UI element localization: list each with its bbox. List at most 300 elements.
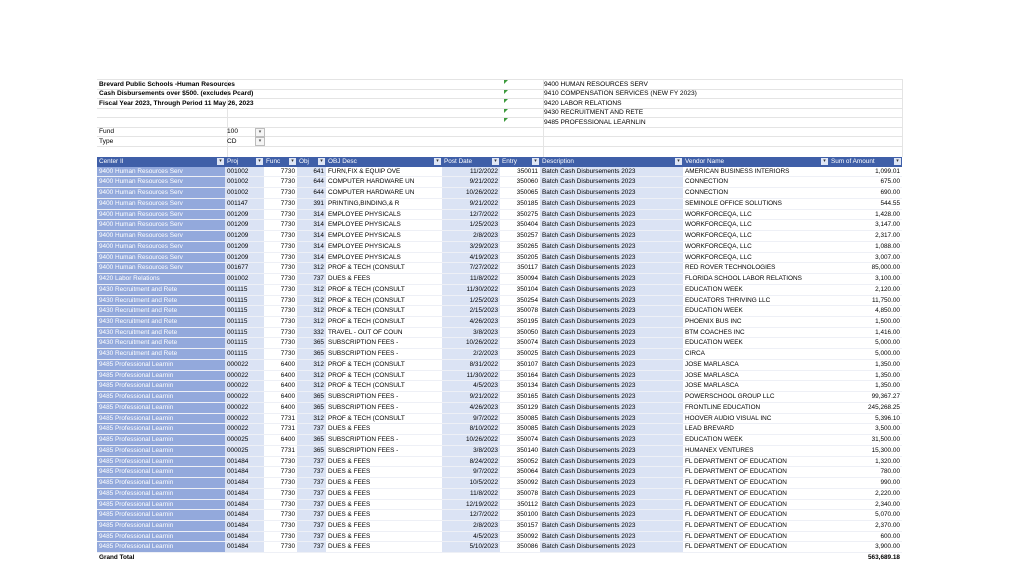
cell-post-date[interactable]: 2/2/2023 <box>442 349 500 360</box>
cell-vendor[interactable]: FRONTLINE EDUCATION <box>683 402 829 413</box>
cell-entry[interactable]: 350025 <box>500 349 540 360</box>
cell-post-date[interactable]: 10/26/2022 <box>442 188 500 199</box>
cell-proj[interactable]: 001002 <box>225 274 264 285</box>
col-header-post-date[interactable]: Post Date ▾ <box>442 157 500 167</box>
table-row[interactable] <box>97 274 902 285</box>
cell-entry[interactable]: 350117 <box>500 263 540 274</box>
cell-amount[interactable]: 31,500.00 <box>829 435 902 446</box>
col-header-func[interactable]: Func ▾ <box>264 157 297 167</box>
cell-obj-desc[interactable]: PROF & TECH (CONSULT <box>326 413 442 424</box>
cell-center[interactable]: 9485 Professional Learnin <box>97 435 225 446</box>
cell-center[interactable]: 9485 Professional Learnin <box>97 370 225 381</box>
cell-post-date[interactable]: 1/25/2023 <box>442 220 500 231</box>
cell-post-date[interactable]: 4/5/2023 <box>442 381 500 392</box>
cell-description[interactable]: Batch Cash Disbursements 2023 <box>540 274 683 285</box>
cell-entry[interactable]: 350078 <box>500 488 540 499</box>
cell-center[interactable]: 9430 Recruitment and Rete <box>97 327 225 338</box>
cell-proj[interactable]: 001002 <box>225 188 264 199</box>
cell-obj-desc[interactable]: DUES & FEES <box>326 499 442 510</box>
cell-amount[interactable]: 3,007.00 <box>829 252 902 263</box>
cell-amount[interactable]: 2,340.00 <box>829 499 902 510</box>
cell-obj-desc[interactable]: DUES & FEES <box>326 274 442 285</box>
cell-proj[interactable]: 001484 <box>225 542 264 553</box>
table-row[interactable] <box>97 510 902 521</box>
cell-post-date[interactable]: 11/2/2022 <box>442 167 500 177</box>
cell-post-date[interactable]: 3/29/2023 <box>442 241 500 252</box>
cell-obj-desc[interactable]: SUBSCRIPTION FEES - <box>326 392 442 403</box>
cell-center[interactable]: 9485 Professional Learnin <box>97 445 225 456</box>
cell-entry[interactable]: 350100 <box>500 510 540 521</box>
cell-amount[interactable]: 1,428.00 <box>829 209 902 220</box>
cell-obj-desc[interactable]: SUBSCRIPTION FEES - <box>326 338 442 349</box>
col-header-proj[interactable]: Proj ▾ <box>225 157 264 167</box>
cell-proj[interactable]: 001002 <box>225 167 264 177</box>
cell-func[interactable]: 7730 <box>264 295 297 306</box>
cell-entry[interactable]: 350050 <box>500 327 540 338</box>
cell-amount[interactable]: 2,120.00 <box>829 284 902 295</box>
cell-obj-desc[interactable]: DUES & FEES <box>326 488 442 499</box>
cell-center[interactable]: 9400 Human Resources Serv <box>97 177 225 188</box>
cell-post-date[interactable]: 4/26/2023 <box>442 317 500 328</box>
cell-vendor[interactable]: JOSE MARLASCA <box>683 381 829 392</box>
cell-description[interactable]: Batch Cash Disbursements 2023 <box>540 188 683 199</box>
cell-obj[interactable]: 641 <box>297 167 326 177</box>
cell-amount[interactable]: 675.00 <box>829 177 902 188</box>
cell-obj-desc[interactable]: EMPLOYEE PHYSICALS <box>326 241 442 252</box>
cell-obj-desc[interactable]: PROF & TECH (CONSULT <box>326 370 442 381</box>
cell-func[interactable]: 7730 <box>264 167 297 177</box>
cell-amount[interactable]: 5,000.00 <box>829 338 902 349</box>
cell-obj[interactable]: 737 <box>297 520 326 531</box>
cell-amount[interactable]: 1,500.00 <box>829 317 902 328</box>
cell-entry[interactable]: 350195 <box>500 317 540 328</box>
cell-description[interactable]: Batch Cash Disbursements 2023 <box>540 413 683 424</box>
cell-obj[interactable]: 365 <box>297 338 326 349</box>
cell-func[interactable]: 7730 <box>264 520 297 531</box>
cell-vendor[interactable]: PHOENIX BUS INC <box>683 317 829 328</box>
cell-proj[interactable]: 001484 <box>225 499 264 510</box>
cell-entry[interactable]: 350085 <box>500 424 540 435</box>
cell-proj[interactable]: 001115 <box>225 327 264 338</box>
cell-vendor[interactable]: POWERSCHOOL GROUP LLC <box>683 392 829 403</box>
cell-obj[interactable]: 737 <box>297 467 326 478</box>
cell-center[interactable]: 9485 Professional Learnin <box>97 510 225 521</box>
cell-obj-desc[interactable]: TRAVEL - OUT OF COUN <box>326 327 442 338</box>
col-header-description[interactable]: Description ▾ <box>540 157 683 167</box>
cell-vendor[interactable]: EDUCATION WEEK <box>683 435 829 446</box>
cell-func[interactable]: 7730 <box>264 317 297 328</box>
cell-description[interactable]: Batch Cash Disbursements 2023 <box>540 231 683 242</box>
cell-vendor[interactable]: EDUCATORS THRIVING LLC <box>683 295 829 306</box>
cell-obj-desc[interactable]: EMPLOYEE PHYSICALS <box>326 231 442 242</box>
cell-vendor[interactable]: FL DEPARTMENT OF EDUCATION <box>683 456 829 467</box>
cell-description[interactable]: Batch Cash Disbursements 2023 <box>540 456 683 467</box>
cell-obj-desc[interactable]: EMPLOYEE PHYSICALS <box>326 220 442 231</box>
table-row[interactable] <box>97 435 902 446</box>
cell-amount[interactable]: 780.00 <box>829 467 902 478</box>
cell-proj[interactable]: 001209 <box>225 209 264 220</box>
cell-post-date[interactable]: 4/19/2023 <box>442 252 500 263</box>
cell-center[interactable]: 9485 Professional Learnin <box>97 392 225 403</box>
cell-obj[interactable]: 314 <box>297 241 326 252</box>
cell-func[interactable]: 7730 <box>264 241 297 252</box>
cell-post-date[interactable]: 11/8/2022 <box>442 274 500 285</box>
cell-func[interactable]: 6400 <box>264 359 297 370</box>
cell-vendor[interactable]: FL DEPARTMENT OF EDUCATION <box>683 510 829 521</box>
cell-func[interactable]: 7730 <box>264 327 297 338</box>
cell-entry[interactable]: 350085 <box>500 413 540 424</box>
table-row[interactable] <box>97 295 902 306</box>
cell-func[interactable]: 7730 <box>264 274 297 285</box>
comment-marker[interactable] <box>504 118 508 122</box>
cell-proj[interactable]: 001677 <box>225 263 264 274</box>
cell-obj-desc[interactable]: FURN,FIX & EQUIP OVE <box>326 167 442 177</box>
cell-post-date[interactable]: 10/26/2022 <box>442 435 500 446</box>
cell-obj[interactable]: 737 <box>297 274 326 285</box>
cell-amount[interactable]: 1,320.00 <box>829 456 902 467</box>
cell-description[interactable]: Batch Cash Disbursements 2023 <box>540 349 683 360</box>
cell-description[interactable]: Batch Cash Disbursements 2023 <box>540 510 683 521</box>
cell-entry[interactable]: 350092 <box>500 478 540 489</box>
cell-description[interactable]: Batch Cash Disbursements 2023 <box>540 381 683 392</box>
cell-amount[interactable]: 1,099.01 <box>829 167 902 177</box>
cell-description[interactable]: Batch Cash Disbursements 2023 <box>540 445 683 456</box>
cell-proj[interactable]: 000025 <box>225 435 264 446</box>
cell-obj-desc[interactable]: DUES & FEES <box>326 467 442 478</box>
cell-post-date[interactable]: 10/5/2022 <box>442 478 500 489</box>
cell-proj[interactable]: 001115 <box>225 306 264 317</box>
cell-entry[interactable]: 350107 <box>500 359 540 370</box>
cell-description[interactable]: Batch Cash Disbursements 2023 <box>540 542 683 553</box>
cell-proj[interactable]: 001484 <box>225 488 264 499</box>
cell-post-date[interactable]: 2/15/2023 <box>442 306 500 317</box>
cell-obj-desc[interactable]: COMPUTER HARDWARE UN <box>326 188 442 199</box>
cell-center[interactable]: 9485 Professional Learnin <box>97 520 225 531</box>
cell-func[interactable]: 7730 <box>264 284 297 295</box>
cell-proj[interactable]: 000022 <box>225 413 264 424</box>
cell-vendor[interactable]: SEMINOLE OFFICE SOLUTIONS <box>683 198 829 209</box>
cell-center[interactable]: 9430 Recruitment and Rete <box>97 306 225 317</box>
cell-func[interactable]: 7730 <box>264 263 297 274</box>
cell-post-date[interactable]: 10/26/2022 <box>442 338 500 349</box>
cell-vendor[interactable]: CONNECTION <box>683 188 829 199</box>
comment-marker[interactable] <box>504 80 508 84</box>
table-row[interactable] <box>97 177 902 188</box>
cell-obj[interactable]: 312 <box>297 381 326 392</box>
cell-proj[interactable]: 001484 <box>225 467 264 478</box>
cell-entry[interactable]: 350404 <box>500 220 540 231</box>
cell-proj[interactable]: 001115 <box>225 317 264 328</box>
cell-description[interactable]: Batch Cash Disbursements 2023 <box>540 209 683 220</box>
cell-center[interactable]: 9485 Professional Learnin <box>97 531 225 542</box>
cell-post-date[interactable]: 9/21/2022 <box>442 177 500 188</box>
cell-obj[interactable]: 312 <box>297 317 326 328</box>
cell-description[interactable]: Batch Cash Disbursements 2023 <box>540 327 683 338</box>
cell-obj[interactable]: 312 <box>297 263 326 274</box>
cell-func[interactable]: 7730 <box>264 349 297 360</box>
cell-description[interactable]: Batch Cash Disbursements 2023 <box>540 392 683 403</box>
cell-vendor[interactable]: HOOVER AUDIO VISUAL INC <box>683 413 829 424</box>
cell-func[interactable]: 7730 <box>264 467 297 478</box>
cell-vendor[interactable]: EDUCATION WEEK <box>683 306 829 317</box>
cell-center[interactable]: 9400 Human Resources Serv <box>97 167 225 177</box>
table-row[interactable] <box>97 424 902 435</box>
cell-description[interactable]: Batch Cash Disbursements 2023 <box>540 370 683 381</box>
table-row[interactable] <box>97 284 902 295</box>
cell-center[interactable]: 9485 Professional Learnin <box>97 478 225 489</box>
cell-func[interactable]: 7730 <box>264 488 297 499</box>
cell-obj-desc[interactable]: DUES & FEES <box>326 424 442 435</box>
cell-obj[interactable]: 314 <box>297 209 326 220</box>
cell-obj[interactable]: 314 <box>297 231 326 242</box>
cell-entry[interactable]: 350129 <box>500 402 540 413</box>
table-row[interactable] <box>97 531 902 542</box>
cell-proj[interactable]: 001209 <box>225 220 264 231</box>
table-row[interactable] <box>97 209 902 220</box>
cell-post-date[interactable]: 5/10/2023 <box>442 542 500 553</box>
cell-description[interactable]: Batch Cash Disbursements 2023 <box>540 295 683 306</box>
cell-center[interactable]: 9485 Professional Learnin <box>97 488 225 499</box>
cell-func[interactable]: 7730 <box>264 306 297 317</box>
cell-center[interactable]: 9400 Human Resources Serv <box>97 241 225 252</box>
cell-description[interactable]: Batch Cash Disbursements 2023 <box>540 359 683 370</box>
cell-vendor[interactable]: WORKFORCEQA, LLC <box>683 231 829 242</box>
table-row[interactable] <box>97 478 902 489</box>
table-row[interactable] <box>97 198 902 209</box>
cell-vendor[interactable]: FL DEPARTMENT OF EDUCATION <box>683 499 829 510</box>
cell-amount[interactable]: 3,147.00 <box>829 220 902 231</box>
cell-description[interactable]: Batch Cash Disbursements 2023 <box>540 499 683 510</box>
cell-description[interactable]: Batch Cash Disbursements 2023 <box>540 402 683 413</box>
col-header-obj-desc[interactable]: OBJ Desc ▾ <box>326 157 442 167</box>
cell-amount[interactable]: 2,317.00 <box>829 231 902 242</box>
table-row[interactable] <box>97 188 902 199</box>
cell-func[interactable]: 6400 <box>264 381 297 392</box>
cell-func[interactable]: 7730 <box>264 531 297 542</box>
table-row[interactable] <box>97 413 902 424</box>
cell-obj[interactable]: 737 <box>297 531 326 542</box>
table-row[interactable] <box>97 359 902 370</box>
cell-entry[interactable]: 350011 <box>500 167 540 177</box>
table-row[interactable] <box>97 252 902 263</box>
cell-amount[interactable]: 5,070.00 <box>829 510 902 521</box>
cell-post-date[interactable]: 9/7/2022 <box>442 467 500 478</box>
cell-vendor[interactable]: FL DEPARTMENT OF EDUCATION <box>683 531 829 542</box>
cell-center[interactable]: 9485 Professional Learnin <box>97 359 225 370</box>
cell-obj[interactable]: 644 <box>297 177 326 188</box>
cell-description[interactable]: Batch Cash Disbursements 2023 <box>540 263 683 274</box>
cell-proj[interactable]: 000022 <box>225 424 264 435</box>
filter-dropdown-type[interactable]: ▾ <box>255 137 265 146</box>
cell-proj[interactable]: 001484 <box>225 520 264 531</box>
cell-proj[interactable]: 000022 <box>225 392 264 403</box>
table-row[interactable] <box>97 317 902 328</box>
cell-vendor[interactable]: JOSE MARLASCA <box>683 370 829 381</box>
cell-proj[interactable]: 001115 <box>225 284 264 295</box>
cell-vendor[interactable]: EDUCATION WEEK <box>683 338 829 349</box>
cell-post-date[interactable]: 4/5/2023 <box>442 531 500 542</box>
cell-proj[interactable]: 001115 <box>225 349 264 360</box>
cell-proj[interactable]: 001484 <box>225 456 264 467</box>
cell-func[interactable]: 7730 <box>264 198 297 209</box>
cell-center[interactable]: 9400 Human Resources Serv <box>97 198 225 209</box>
cell-proj[interactable]: 000022 <box>225 402 264 413</box>
cell-func[interactable]: 7730 <box>264 209 297 220</box>
cell-post-date[interactable]: 7/27/2022 <box>442 263 500 274</box>
cell-vendor[interactable]: RED ROVER TECHNOLOGIES <box>683 263 829 274</box>
cell-description[interactable]: Batch Cash Disbursements 2023 <box>540 488 683 499</box>
cell-func[interactable]: 7730 <box>264 510 297 521</box>
cell-entry[interactable]: 350275 <box>500 209 540 220</box>
col-header-entry[interactable]: Entry ▾ <box>500 157 540 167</box>
cell-entry[interactable]: 350134 <box>500 381 540 392</box>
cell-entry[interactable]: 350257 <box>500 231 540 242</box>
cell-obj[interactable]: 312 <box>297 306 326 317</box>
cell-obj[interactable]: 737 <box>297 510 326 521</box>
table-row[interactable] <box>97 231 902 242</box>
cell-entry[interactable]: 350185 <box>500 198 540 209</box>
cell-obj[interactable]: 365 <box>297 402 326 413</box>
table-row[interactable] <box>97 327 902 338</box>
cell-obj-desc[interactable]: SUBSCRIPTION FEES - <box>326 349 442 360</box>
cell-amount[interactable]: 11,750.00 <box>829 295 902 306</box>
cell-vendor[interactable]: CIRCA <box>683 349 829 360</box>
cell-obj-desc[interactable]: PROF & TECH (CONSULT <box>326 317 442 328</box>
cell-entry[interactable]: 350052 <box>500 456 540 467</box>
cell-func[interactable]: 7730 <box>264 499 297 510</box>
cell-func[interactable]: 7730 <box>264 220 297 231</box>
cell-description[interactable]: Batch Cash Disbursements 2023 <box>540 306 683 317</box>
table-row[interactable] <box>97 220 902 231</box>
cell-entry[interactable]: 350254 <box>500 295 540 306</box>
table-row[interactable] <box>97 467 902 478</box>
cell-post-date[interactable]: 12/7/2022 <box>442 209 500 220</box>
cell-func[interactable]: 6400 <box>264 392 297 403</box>
cell-vendor[interactable]: AMERICAN BUSINESS INTERIORS <box>683 167 829 177</box>
cell-vendor[interactable]: WORKFORCEQA, LLC <box>683 209 829 220</box>
cell-obj-desc[interactable]: DUES & FEES <box>326 510 442 521</box>
cell-post-date[interactable]: 4/26/2023 <box>442 402 500 413</box>
cell-proj[interactable]: 000022 <box>225 381 264 392</box>
col-header-obj[interactable]: Obj ▾ <box>297 157 326 167</box>
cell-description[interactable]: Batch Cash Disbursements 2023 <box>540 284 683 295</box>
table-row[interactable] <box>97 520 902 531</box>
cell-obj[interactable]: 365 <box>297 445 326 456</box>
cell-center[interactable]: 9400 Human Resources Serv <box>97 209 225 220</box>
cell-obj[interactable]: 312 <box>297 359 326 370</box>
cell-post-date[interactable]: 9/21/2022 <box>442 392 500 403</box>
cell-post-date[interactable]: 8/24/2022 <box>442 456 500 467</box>
cell-amount[interactable]: 1,350.00 <box>829 359 902 370</box>
cell-func[interactable]: 6400 <box>264 402 297 413</box>
cell-post-date[interactable]: 2/8/2023 <box>442 520 500 531</box>
col-header-amount[interactable]: Sum of Amount ▾ <box>829 157 902 167</box>
cell-post-date[interactable]: 8/10/2022 <box>442 424 500 435</box>
table-row[interactable] <box>97 392 902 403</box>
cell-description[interactable]: Batch Cash Disbursements 2023 <box>540 520 683 531</box>
cell-vendor[interactable]: FL DEPARTMENT OF EDUCATION <box>683 488 829 499</box>
cell-amount[interactable]: 1,416.00 <box>829 327 902 338</box>
cell-obj[interactable]: 312 <box>297 370 326 381</box>
cell-amount[interactable]: 1,350.00 <box>829 381 902 392</box>
cell-func[interactable]: 6400 <box>264 435 297 446</box>
cell-amount[interactable]: 2,220.00 <box>829 488 902 499</box>
cell-center[interactable]: 9485 Professional Learnin <box>97 467 225 478</box>
cell-obj-desc[interactable]: PROF & TECH (CONSULT <box>326 284 442 295</box>
cell-entry[interactable]: 350205 <box>500 252 540 263</box>
cell-func[interactable]: 7730 <box>264 188 297 199</box>
table-row[interactable] <box>97 370 902 381</box>
cell-vendor[interactable]: HUMANEX VENTURES <box>683 445 829 456</box>
comment-marker[interactable] <box>504 90 508 94</box>
table-row[interactable] <box>97 542 902 553</box>
cell-obj-desc[interactable]: PROF & TECH (CONSULT <box>326 306 442 317</box>
cell-amount[interactable]: 99,367.27 <box>829 392 902 403</box>
cell-obj[interactable]: 365 <box>297 392 326 403</box>
comment-marker[interactable] <box>504 109 508 113</box>
cell-proj[interactable]: 001209 <box>225 241 264 252</box>
cell-obj-desc[interactable]: DUES & FEES <box>326 456 442 467</box>
cell-center[interactable]: 9485 Professional Learnin <box>97 456 225 467</box>
cell-entry[interactable]: 350092 <box>500 531 540 542</box>
cell-func[interactable]: 7731 <box>264 413 297 424</box>
cell-amount[interactable]: 544.55 <box>829 198 902 209</box>
cell-post-date[interactable]: 2/8/2023 <box>442 231 500 242</box>
cell-obj-desc[interactable]: DUES & FEES <box>326 478 442 489</box>
cell-amount[interactable]: 3,100.00 <box>829 274 902 285</box>
cell-entry[interactable]: 350165 <box>500 392 540 403</box>
cell-description[interactable]: Batch Cash Disbursements 2023 <box>540 467 683 478</box>
cell-description[interactable]: Batch Cash Disbursements 2023 <box>540 338 683 349</box>
cell-entry[interactable]: 350060 <box>500 177 540 188</box>
cell-entry[interactable]: 350112 <box>500 499 540 510</box>
cell-func[interactable]: 7730 <box>264 177 297 188</box>
table-row[interactable] <box>97 381 902 392</box>
cell-obj[interactable]: 312 <box>297 295 326 306</box>
cell-obj[interactable]: 737 <box>297 456 326 467</box>
cell-obj-desc[interactable]: PROF & TECH (CONSULT <box>326 295 442 306</box>
cell-obj-desc[interactable]: SUBSCRIPTION FEES - <box>326 435 442 446</box>
cell-post-date[interactable]: 11/30/2022 <box>442 370 500 381</box>
cell-func[interactable]: 7730 <box>264 456 297 467</box>
cell-entry[interactable]: 350074 <box>500 338 540 349</box>
cell-post-date[interactable]: 11/8/2022 <box>442 488 500 499</box>
cell-obj-desc[interactable]: DUES & FEES <box>326 542 442 553</box>
cell-description[interactable]: Batch Cash Disbursements 2023 <box>540 478 683 489</box>
cell-entry[interactable]: 350094 <box>500 274 540 285</box>
table-row[interactable] <box>97 499 902 510</box>
cell-entry[interactable]: 350064 <box>500 467 540 478</box>
cell-obj-desc[interactable]: EMPLOYEE PHYSICALS <box>326 209 442 220</box>
table-row[interactable] <box>97 488 902 499</box>
cell-center[interactable]: 9400 Human Resources Serv <box>97 220 225 231</box>
cell-center[interactable]: 9420 Labor Relations <box>97 274 225 285</box>
cell-entry[interactable]: 350140 <box>500 445 540 456</box>
cell-func[interactable]: 7731 <box>264 424 297 435</box>
cell-obj[interactable]: 312 <box>297 413 326 424</box>
cell-amount[interactable]: 85,000.00 <box>829 263 902 274</box>
cell-vendor[interactable]: FLORIDA SCHOOL LABOR RELATIONS <box>683 274 829 285</box>
cell-obj-desc[interactable]: PRINTING,BINDING,& R <box>326 198 442 209</box>
cell-center[interactable]: 9485 Professional Learnin <box>97 424 225 435</box>
cell-center[interactable]: 9430 Recruitment and Rete <box>97 349 225 360</box>
cell-entry[interactable]: 350086 <box>500 542 540 553</box>
cell-center[interactable]: 9485 Professional Learnin <box>97 499 225 510</box>
cell-obj[interactable]: 644 <box>297 188 326 199</box>
cell-center[interactable]: 9485 Professional Learnin <box>97 542 225 553</box>
cell-proj[interactable]: 001147 <box>225 198 264 209</box>
cell-func[interactable]: 7730 <box>264 338 297 349</box>
